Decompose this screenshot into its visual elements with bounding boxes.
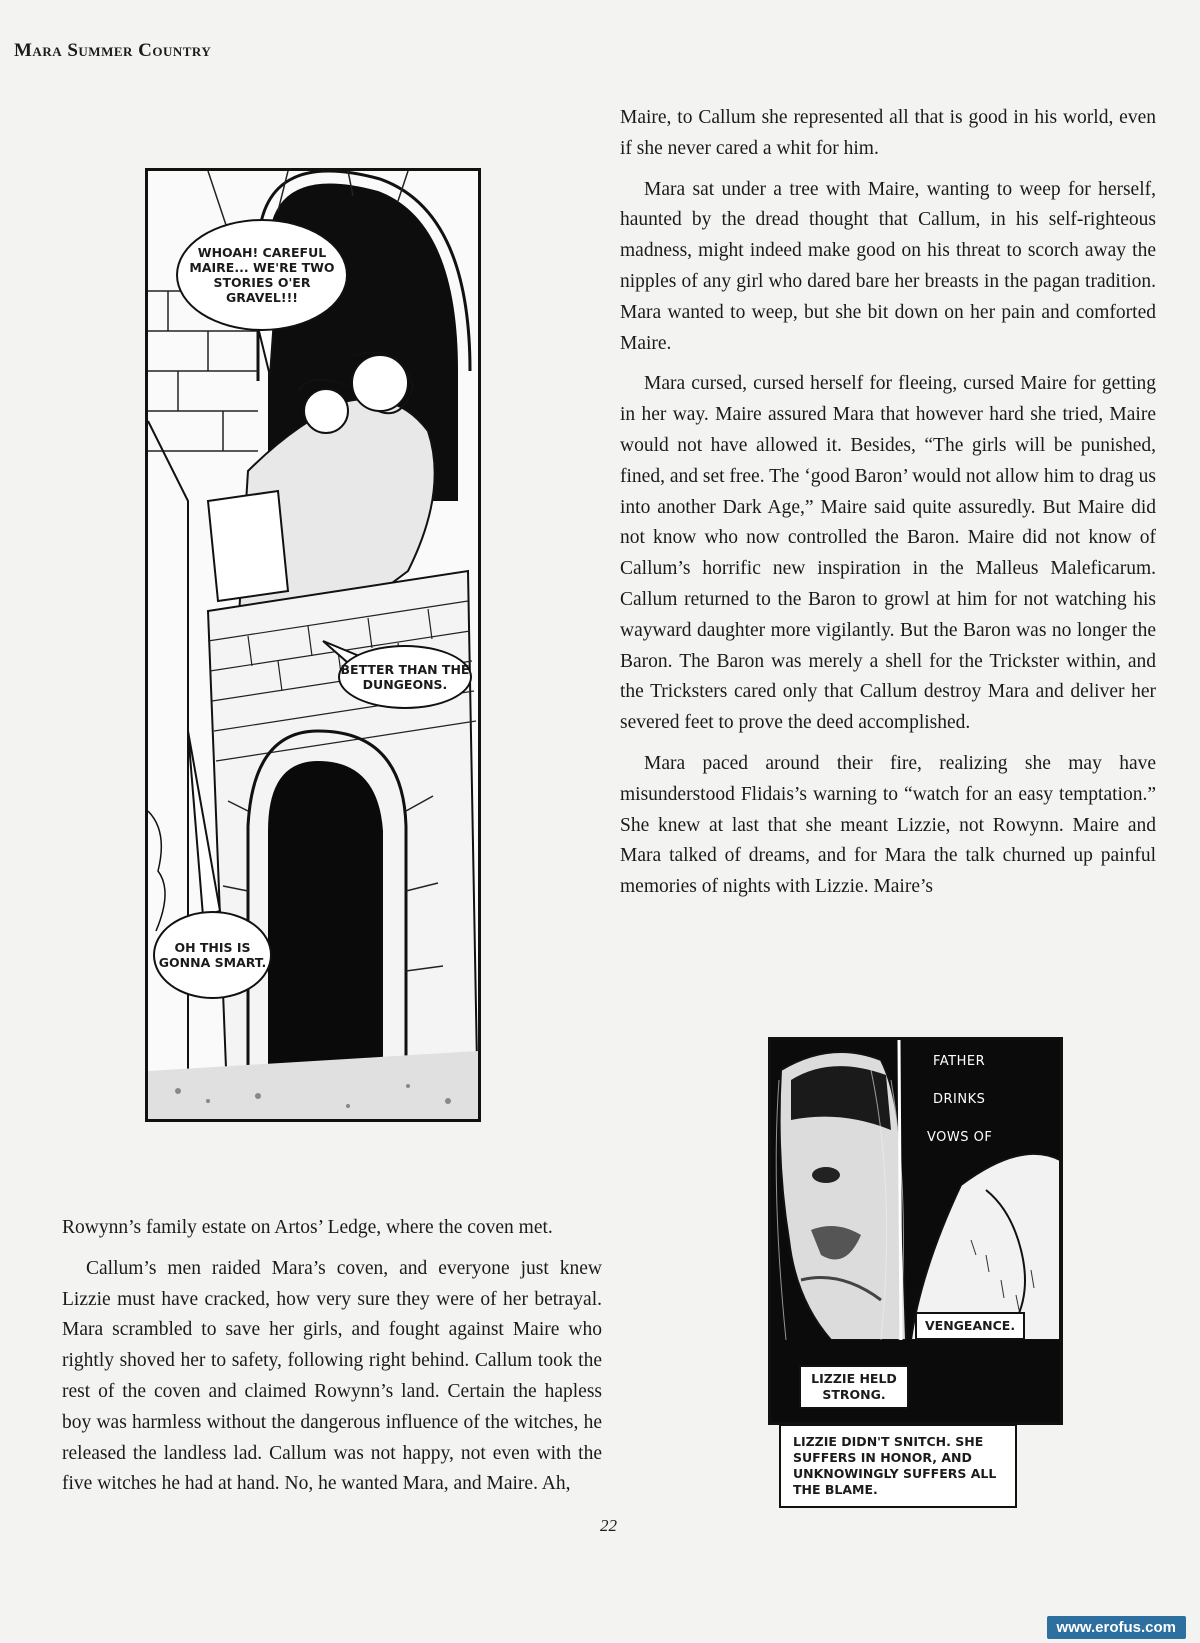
- caption-box: VENGEANCE.: [915, 1312, 1025, 1340]
- paragraph: Mara paced around their fire, realizing she may have misunderstood Flidais’s warning to “watch for an easy temptation.” She knew at last that she meant Lizzie, not Rowynn. Maire and Mara talked of dreams, and for Mara the talk churned up painful memories of nights with Lizzie. Maire’s: [620, 752, 1156, 898]
- paragraph: Mara cursed, cursed herself for fleeing, cursed Maire for getting in her way. Maire assured Mara that however hard she tried, Maire would not have allowed it. Besides, “The girls will be punished, fined, and set free. The ‘good Baron’ would not allow him to drag us into another Dark Age,” Maire said quite assuredly. But Maire did not know who now controlled the Baron. Maire did not know of Callum’s horrific new inspiration in the Malleus Maleficarum. Callum returned to the Baron to growl at him for not watching his wayward daughter more vigilantly. But the Baron was no longer the Baron. The Baron was merely a shell for the Trickster within, and the Tricksters cared only that Callum destroy Mara and deliver her severed feet to prove the deed accomplished.: [620, 373, 1156, 734]
- caption-box: LIZZIE HELD STRONG.: [799, 1365, 909, 1409]
- running-head: Mara Summer Country: [14, 40, 212, 61]
- watermark: www.erofus.com: [1047, 1616, 1186, 1639]
- lizzie-comic-panel: [768, 1037, 1063, 1425]
- speech-balloon: BETTER THAN THE DUNGEONS.: [338, 645, 472, 709]
- paragraph: Maire, to Callum she represented all that is good in his world, even if she never cared a whit for him.: [620, 107, 1156, 159]
- left-text-column: [62, 1213, 602, 1510]
- caption: VOWS OF: [927, 1130, 993, 1145]
- tower-comic-panel: [145, 168, 481, 1122]
- caption: FATHER: [933, 1054, 986, 1069]
- page-number: 22: [600, 1516, 617, 1535]
- speech-balloon: OH THIS IS GONNA SMART.: [153, 911, 272, 999]
- right-text-column: [620, 103, 1156, 913]
- paragraph: Callum’s men raided Mara’s coven, and everyone just knew Lizzie must have cracked, how very sure they were of her betrayal. Mara scrambled to save her girls, and fought against Maire who rightly shoved her to safety, following right behind. Callum took the rest of the coven and claimed Rowynn’s land. Certain the hapless boy was harmless without the dangerous influence of the witches, he released the landless lad. Callum was not happy, not even with the five witches he had at hand. No, he wanted Mara, and Maire. Ah,: [62, 1257, 602, 1495]
- paragraph: Rowynn’s family estate on Artos’ Ledge, where the coven met.: [62, 1217, 553, 1238]
- speech-balloon: WHOAH! CAREFUL MAIRE... WE'RE TWO STORIES O'ER GRAVEL!!!: [176, 219, 348, 331]
- caption-box: LIZZIE DIDN'T SNITCH. SHE SUFFERS IN HONOR, AND UNKNOWINGLY SUFFERS ALL THE BLAME.: [779, 1424, 1017, 1508]
- caption: DRINKS: [933, 1092, 986, 1107]
- paragraph: Mara sat under a tree with Maire, wanting to weep for herself, haunted by the dread thought that Callum, in his self-righteous madness, might indeed make good on his threat to scorch away the nipples of any girl who dared bare her breasts in the pagan tradition. Mara wanted to weep, but she bit down on her pain and comforted Maire.: [620, 178, 1156, 354]
